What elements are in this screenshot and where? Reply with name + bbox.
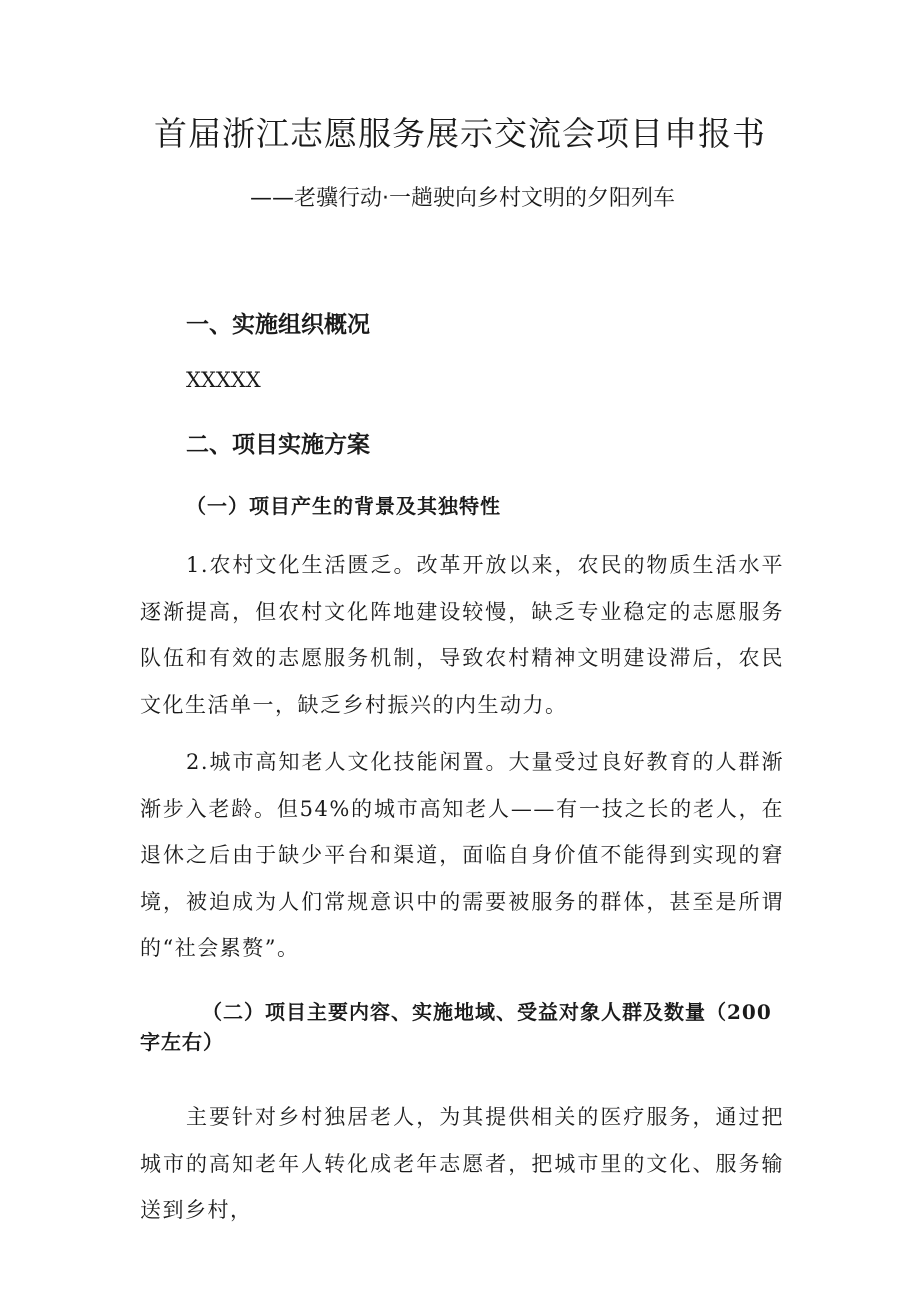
section-1-content: XXXXX [186, 368, 261, 392]
subsection-2-heading: （二）项目主要内容、实施地域、受益对象人群及数量（200字左右） [140, 1000, 772, 1054]
section-2-heading: 二、项目实施方案 [186, 432, 370, 458]
document-title: 首届浙江志愿服务展示交流会项目申报书 [154, 114, 766, 153]
background-paragraph-1: 1.农村文化生活匮乏。改革开放以来，农民的物质生活水平逐渐提高，但农村文化阵地建设较慢，缺乏专业稳定的志愿服务队伍和有效的志愿服务机制，导致农村精神文明建设滞后，农民文化生活单一，缺乏乡村振兴的内生动力。 [140, 553, 784, 717]
section-1-heading: 一、实施组织概况 [186, 312, 370, 338]
subsection-1-heading: （一）项目产生的背景及其独特性 [186, 494, 501, 518]
content-paragraph-1: 主要针对乡村独居老人，为其提供相关的医疗服务，通过把城市的高知老年人转化成老年志愿者，把城市里的文化、服务输送到乡村， [140, 1105, 784, 1222]
background-paragraph-2: 2.城市高知老人文化技能闲置。大量受过良好教育的人群渐渐步入老龄。但54%的城市高知老人——有一技之长的老人，在退休之后由于缺少平台和渠道，面临自身价值不能得到实现的窘境，被迫成为人们常规意识中的需要被服务的群体，甚至是所谓的“社会累赘”。 [140, 750, 784, 960]
document-subtitle: ——老骥行动·一趟驶向乡村文明的夕阳列车 [250, 186, 675, 211]
